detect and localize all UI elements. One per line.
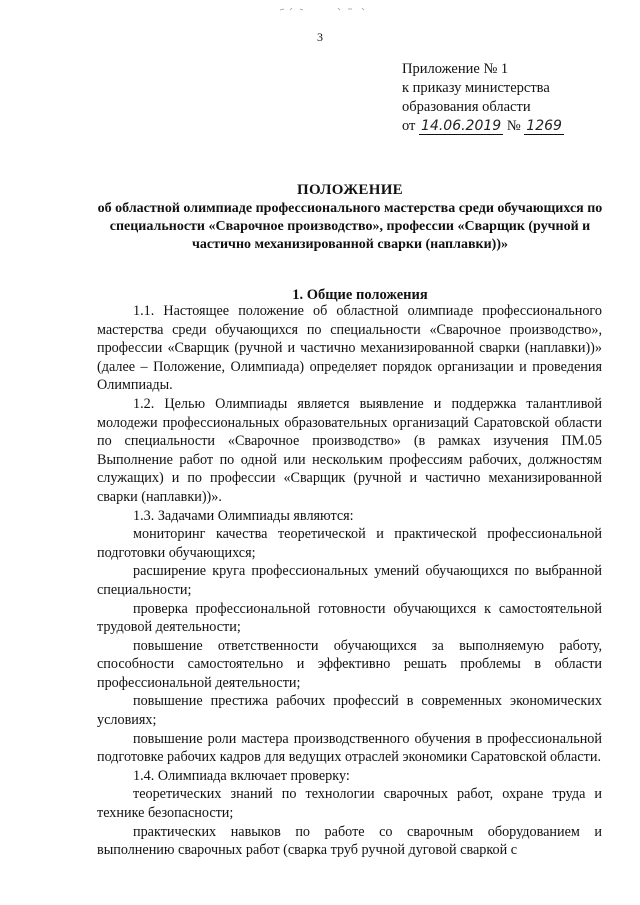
document-subtitle: об областной олимпиаде профессионального мастерства среди обучающихся по специальности «Сварочное производство», профессии «Сварщик (ручной и частично механизированной сварки (наплавки))» bbox=[97, 201, 603, 252]
task-item: повышение ответственности обучающихся за выполняемую работу, способности самостоятельно и эффективно решать проблемы в области профессиональной деятельности; bbox=[97, 637, 602, 691]
check-item: теоретических знаний по технологии сварочных работ, охране труда и технике безопасности; bbox=[97, 786, 602, 822]
check-item: практических навыков по работе со сварочным оборудованием и выполнению сварочных работ (сварка труб ручной дуговой сваркой с bbox=[97, 823, 602, 859]
task-item: расширение круга профессиональных умений обучающихся по выбранной специальности; bbox=[97, 563, 602, 598]
ministry-line: образования области bbox=[402, 99, 531, 115]
order-date-line bbox=[402, 117, 564, 136]
order-line: к приказу министерства bbox=[402, 80, 550, 96]
date-prefix: от bbox=[402, 118, 416, 134]
handwritten-number: 1269 bbox=[526, 118, 562, 134]
appendix-header bbox=[402, 60, 564, 136]
section-title: 1. Общие положения bbox=[292, 287, 428, 303]
paragraph-1-1: 1.1. Настоящее положение об областной олимпиаде профессионального мастерства среди обучающихся по специальности «Сварочное производство», профессии «Сварщик (ручной и частично механизированной сварки (наплавки))» (далее – Положение, Олимпиада) определяет порядок организации и проведения Олимпиады. bbox=[97, 303, 602, 394]
document-title: ПОЛОЖЕНИЕ bbox=[297, 182, 403, 198]
scan-artifact-mark bbox=[278, 6, 368, 12]
appendix-line: Приложение № 1 bbox=[402, 61, 509, 77]
section-body bbox=[97, 302, 602, 860]
paragraph-1-4: 1.4. Олимпиада включает проверку: bbox=[133, 767, 350, 784]
handwritten-date: 14.06.2019 bbox=[421, 118, 502, 134]
task-item: проверка профессиональной готовности обучающихся к самостоятельной трудовой деятельности; bbox=[97, 600, 602, 636]
paragraph-1-2: 1.2. Целью Олимпиады является выявление и поддержка талантливой молодежи профессиональных образовательных организаций Саратовской области по специальности «Сварочное производство» (в рамках изучения ПМ.05 Выполнение работ по одной или нескольким профессиям рабочих, должностям служащих) и по профессии «Сварщик (ручной и частично механизированной сварки (наплавки))». bbox=[97, 395, 602, 505]
number-sign: № bbox=[506, 118, 521, 134]
paragraph-1-3: 1.3. Задачами Олимпиады являются: bbox=[133, 507, 354, 524]
task-item: повышение роли мастера производственного обучения в профессиональной подготовке рабочих кадров для ведущих отраслей экономики Саратовской области. bbox=[97, 730, 602, 766]
task-item: повышение престижа рабочих профессий в современных экономических условиях; bbox=[97, 693, 602, 729]
page-number: 3 bbox=[317, 30, 323, 44]
task-item: мониторинг качества теоретической и практической профессиональной подготовки обучающихся; bbox=[97, 526, 602, 561]
